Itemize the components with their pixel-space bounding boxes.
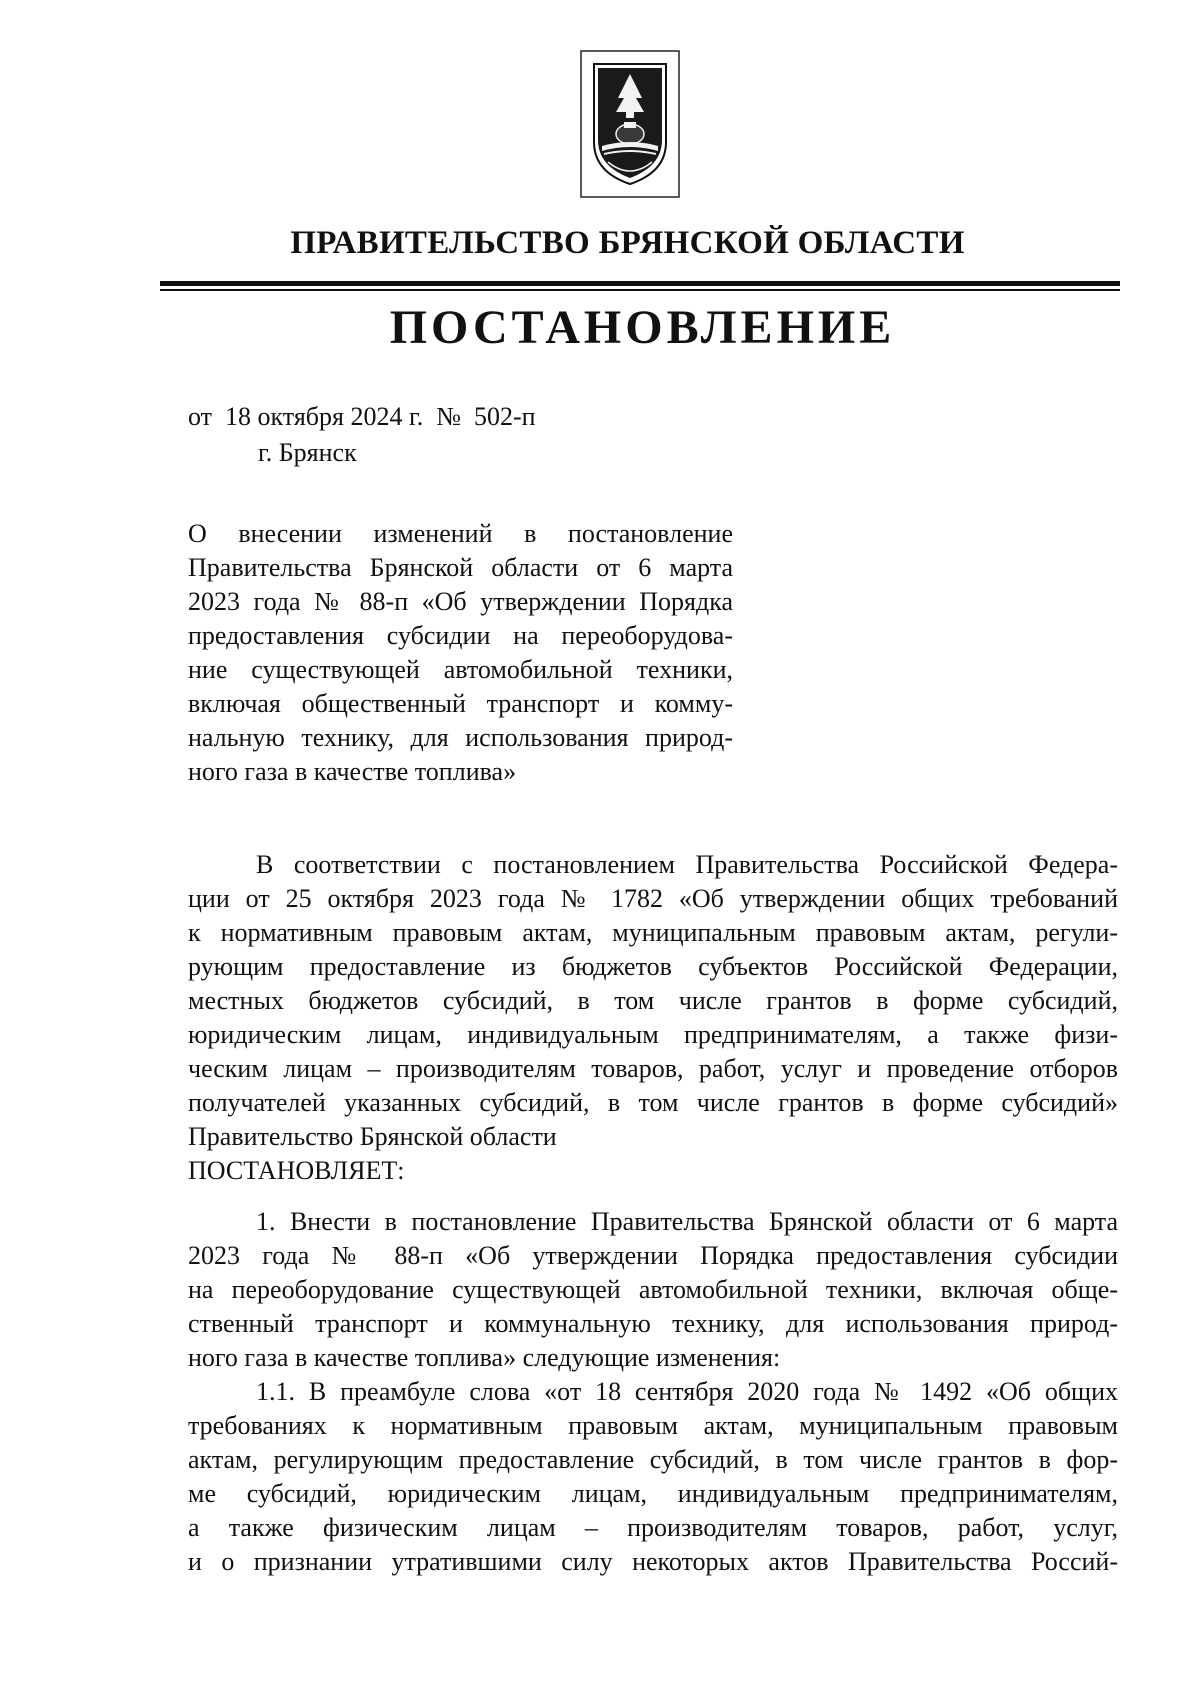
header-rule-thin	[160, 289, 1120, 291]
coat-of-arms-icon	[580, 50, 680, 198]
body-line: получателей указанных субсидий, в том числе грантов в форме субсидий»	[188, 1088, 1118, 1117]
subject-line: 2023 года № 88-п «Об утверждении Порядка	[188, 587, 733, 616]
body-line: юридическим лицам, индивидуальным предпринимателям, а также физи-	[188, 1020, 1118, 1049]
body-line: а также физическим лицам – производителям товаров, работ, услуг,	[188, 1513, 1118, 1542]
subject-line: О внесении изменений в постановление	[188, 519, 733, 548]
issuer-title-text: ПРАВИТЕЛЬСТВО БРЯНСКОЙ ОБЛАСТИ	[290, 225, 965, 261]
body-line: ственный транспорт и коммунальную технику, для использования природ-	[188, 1309, 1118, 1338]
issuer-title	[0, 225, 1200, 262]
subject-line: Правительства Брянской области от 6 марта	[188, 553, 733, 582]
date-and-number: от 18 октября 2024 г. № 502-п	[188, 402, 536, 431]
body-line: Правительство Брянской области	[188, 1122, 557, 1151]
document-type-text: ПОСТАНОВЛЕНИЕ	[389, 301, 896, 354]
subject-line: ного газа в качестве топлива»	[188, 757, 517, 786]
subject-line: нальную технику, для использования природ-	[188, 723, 733, 752]
body-line: местных бюджетов субсидий, в том числе грантов в форме субсидий,	[188, 986, 1118, 1015]
resolves-keyword: ПОСТАНОВЛЯЕТ:	[188, 1156, 405, 1185]
body-line: актам, регулирующим предоставление субсидий, в том числе грантов в фор-	[188, 1445, 1118, 1474]
body-line: к нормативным правовым актам, муниципальным правовым актам, регули-	[188, 918, 1118, 947]
clause-paragraph	[188, 1205, 1118, 1579]
body-line: ческим лицам – производителям товаров, работ, услуг и проведение отборов	[188, 1054, 1118, 1083]
body-line: ции от 25 октября 2023 года № 1782 «Об утверждении общих требований	[188, 884, 1118, 913]
city: г. Брянск	[258, 438, 357, 467]
subject-line: ние существующей автомобильной техники,	[188, 655, 733, 684]
body-line: 1. Внести в постановление Правительства Брянской области от 6 марта	[256, 1207, 1118, 1236]
body-line: ного газа в качестве топлива» следующие изменения:	[188, 1343, 781, 1372]
header-rule-thick	[160, 281, 1120, 286]
body-line: рующим предоставление из бюджетов субъектов Российской Федерации,	[188, 952, 1118, 981]
body-line: В соответствии с постановлением Правительства Российской Федера-	[256, 850, 1118, 879]
preamble-paragraph	[188, 848, 1118, 1188]
coat-of-arms-emblem	[580, 50, 680, 198]
document-type-title	[0, 300, 1200, 355]
body-line: на переоборудование существующей автомобильной техники, включая обще-	[188, 1275, 1118, 1304]
subject-line: включая общественный транспорт и комму-	[188, 689, 733, 718]
subject-block	[188, 517, 733, 789]
body-line: 2023 года № 88-п «Об утверждении Порядка предоставления субсидии	[188, 1241, 1118, 1270]
subject-line: предоставления субсидии на переоборудова-	[188, 621, 733, 650]
body-line: требованиях к нормативным правовым актам, муниципальным правовым	[188, 1411, 1118, 1440]
body-line: и о признании утратившими силу некоторых актов Правительства Россий-	[188, 1547, 1118, 1576]
body-line: 1.1. В преамбуле слова «от 18 сентября 2020 года № 1492 «Об общих	[256, 1377, 1118, 1406]
body-line: ме субсидий, юридическим лицам, индивидуальным предпринимателям,	[188, 1479, 1118, 1508]
